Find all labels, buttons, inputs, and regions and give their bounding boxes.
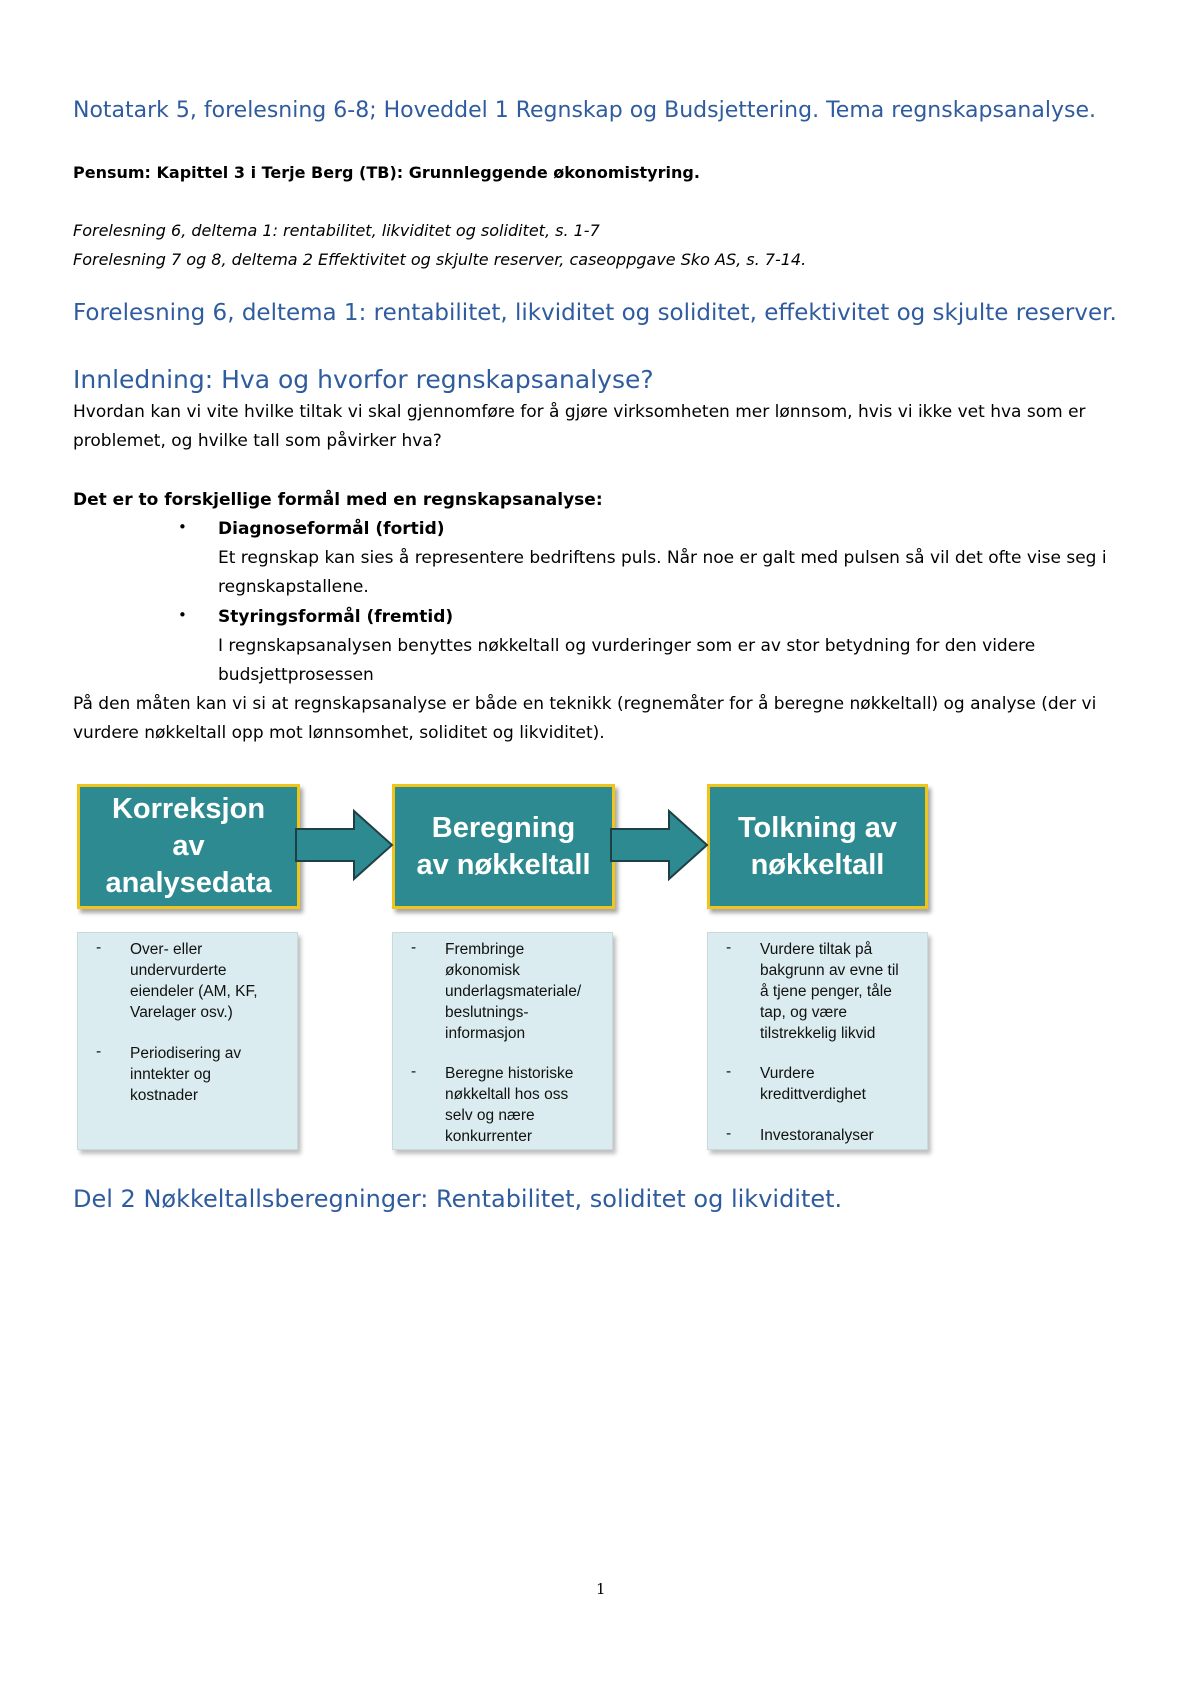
detail-panel-interpretation: - Vurdere tiltak på bakgrunn av evne til å tjene penger, tåle tap, og være tilstrekkelig likvid - Vurdere kredittverdighet - Investoranalyser [707, 932, 928, 1150]
dash-marker: - [96, 939, 102, 956]
purpose-title-1: Diagnoseformål (fortid) [218, 519, 445, 539]
step-title: Tolkning av nøkkeltall [738, 811, 897, 881]
detail-panel-calculation: - Frembringe økonomisk underlagsmateriale/ beslutnings- informasjon - Beregne historiske nøkkeltall hos oss selv og nære konkurrenter [392, 932, 613, 1150]
lecture-ref-1: Forelesning 6, deltema 1: rentabilitet, likviditet og soliditet, s. 1-7 [73, 221, 600, 240]
purpose-text-1: Et regnskap kan sies å representere bedriftens puls. Når noe er galt med pulsen så vil det ofte vise seg i regnskapstallene. [218, 548, 1107, 597]
document-title: Notatark 5, forelesning 6-8; Hoveddel 1 Regnskap og Budsjettering. Tema regnskapsanalyse. [73, 98, 1096, 123]
page-number: 1 [596, 1580, 606, 1598]
arrow-right-icon [292, 805, 398, 885]
bullet-icon: • [178, 606, 187, 624]
purpose-title-2: Styringsformål (fremtid) [218, 607, 454, 627]
lecture-ref-2: Forelesning 7 og 8, deltema 2 Effektivitet og skjulte reserver, caseoppgave Sko AS, s. 7-14. [73, 250, 807, 269]
dash-marker: - [726, 1125, 732, 1142]
dash-marker: - [96, 1043, 102, 1060]
bullet-icon: • [178, 518, 187, 536]
section2-heading: Del 2 Nøkkeltallsberegninger: Rentabilitet, soliditet og likviditet. [73, 1185, 843, 1213]
pensum-line: Pensum: Kapittel 3 i Terje Berg (TB): Grunnleggende økonomistyring. [73, 163, 700, 182]
section1-heading: Forelesning 6, deltema 1: rentabilitet, likviditet og soliditet, effektivitet og skjulte reserver. [73, 300, 1117, 326]
dash-marker: - [411, 1063, 417, 1080]
arrow-right-icon [607, 805, 713, 885]
dash-marker: - [411, 939, 417, 956]
purpose-text-2: I regnskapsanalysen benyttes nøkkeltall og vurderinger som er av stor betydning for den videre budsjettprosessen [218, 636, 1036, 685]
detail-panel-correction: - Over- eller undervurderte eiendeler (AM, KF, Varelager osv.) - Periodisering av inntekter og kostnader [77, 932, 298, 1150]
dash-marker: - [726, 939, 732, 956]
conclusion-text: På den måten kan vi si at regnskapsanalyse er både en teknikk (regnemåter for å beregne nøkkeltall) og analyse (der vi vurdere nøkkeltall opp mot lønnsomhet, soliditet og likviditet). [73, 694, 1097, 743]
step-box-calculation [392, 784, 615, 909]
step-title: Korreksjon av analysedata [105, 793, 272, 899]
step-box-correction [77, 784, 300, 909]
intro-heading: Innledning: Hva og hvorfor regnskapsanalyse? [73, 365, 654, 394]
step-title: Beregning av nøkkeltall [416, 811, 591, 881]
dash-marker: - [726, 1063, 732, 1080]
purpose-heading: Det er to forskjellige formål med en regnskapsanalyse: [73, 490, 603, 510]
intro-text: Hvordan kan vi vite hvilke tiltak vi skal gjennomføre for å gjøre virksomheten mer lønnsom, hvis vi ikke vet hva som er problemet, og hvilke tall som påvirker hva? [73, 402, 1086, 451]
step-box-interpretation [707, 784, 928, 909]
